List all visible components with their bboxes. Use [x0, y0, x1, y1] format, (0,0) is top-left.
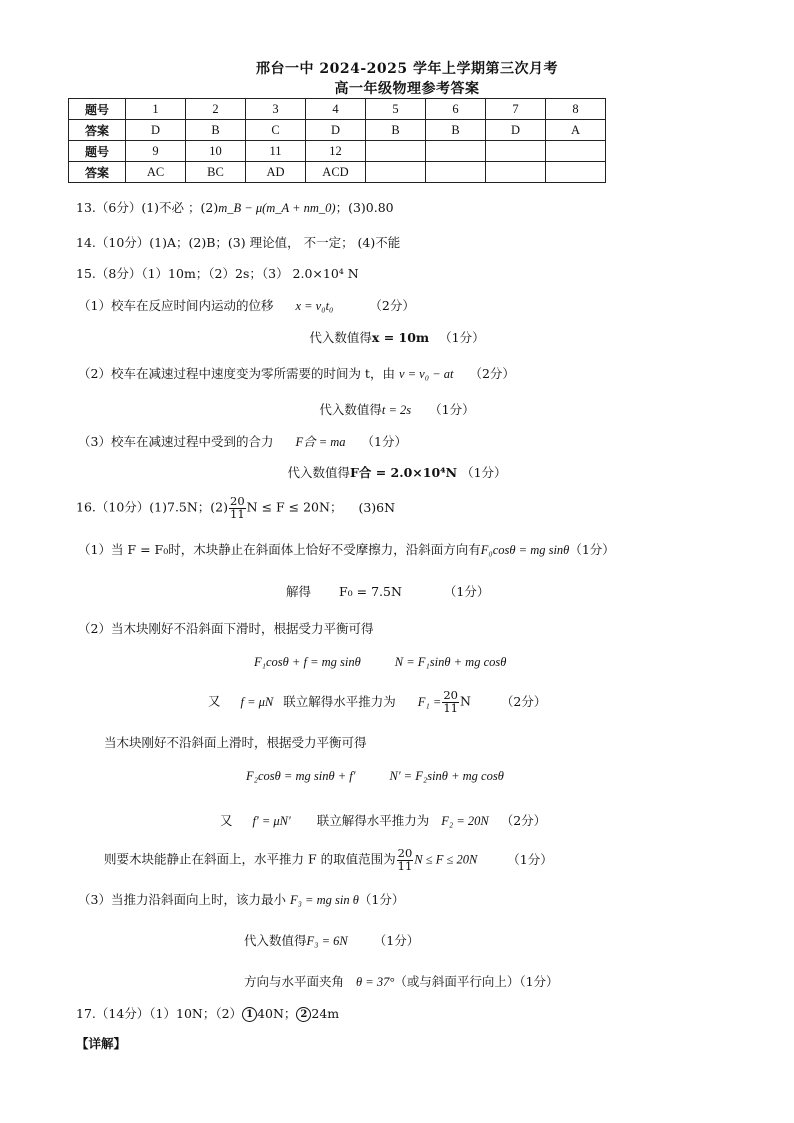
score: （2分） — [500, 693, 547, 709]
step-text: 解得 — [286, 584, 312, 599]
table-cell — [426, 162, 486, 183]
table-cell: D — [306, 120, 366, 141]
table-cell: A — [546, 120, 606, 141]
step-text: （2）校车在减速过程中速度变为零所需要的时间为 t，由 — [78, 366, 395, 381]
table-row — [69, 141, 606, 162]
score: （1分） — [361, 434, 407, 449]
formula: F₁cosθ + f = mg sinθ — [254, 655, 361, 669]
table-cell: D — [126, 120, 186, 141]
table-cell — [366, 141, 426, 162]
score: （1分） — [461, 465, 507, 480]
formula: v = v₀ − at — [398, 367, 454, 381]
table-cell — [366, 162, 426, 183]
table-cell: AC — [126, 162, 186, 183]
table-cell — [546, 162, 606, 183]
q16-step3 — [78, 890, 404, 908]
formula: F₃ = 6N — [306, 934, 348, 948]
q13-head: 13.（6分）(1)不必 ；(2) — [76, 200, 219, 215]
q16-step2: （2）当木块刚好不沿斜面下滑时，根据受力平衡可得 — [78, 621, 374, 636]
table-cell: 4 — [306, 99, 366, 120]
table-cell: B — [426, 120, 486, 141]
table-cell: D — [486, 120, 546, 141]
unit: N — [459, 693, 471, 709]
q16-range: N ≤ F ≤ 20N； — [246, 499, 343, 515]
q16-step3-result — [244, 931, 419, 949]
table-cell: 1 — [126, 99, 186, 120]
formula: F₂ = 20N — [441, 814, 489, 828]
q16-head: 16.（10分）(1)7.5N；(2) — [76, 499, 229, 515]
table-header-cell: 题号 — [69, 99, 126, 120]
table-cell: AD — [246, 162, 306, 183]
formula: t = 2s — [381, 403, 412, 417]
table-cell: B — [366, 120, 426, 141]
score: （1分） — [439, 330, 485, 345]
table-cell — [486, 141, 546, 162]
score: （1分） — [358, 892, 405, 907]
q15-step1-result — [0, 328, 794, 346]
step-text: （或与斜面平行向上）（1分） — [394, 974, 559, 989]
fraction: $\frac{20}{11}$ — [397, 846, 413, 873]
q13-tail: ；(3)0.80 — [335, 200, 394, 215]
formula: F₃ = mg sin θ — [289, 893, 359, 907]
table-cell: 8 — [546, 99, 606, 120]
table-cell: B — [186, 120, 246, 141]
score: （2分） — [500, 813, 547, 828]
fraction: $\frac{20}{11}$ — [230, 494, 245, 521]
table-cell: BC — [186, 162, 246, 183]
formula: F₀ = 7.5N — [339, 584, 402, 599]
circled-number: 2 — [296, 1007, 311, 1022]
q13-expression: m_B − μ(m_A + nm_0) — [218, 201, 336, 215]
formula: N′ = F₂sinθ + mg cosθ — [389, 769, 504, 783]
step-text: 代入数值得 — [319, 402, 382, 417]
table-cell: 5 — [366, 99, 426, 120]
fraction: $\frac{20}{11}$ — [443, 688, 458, 715]
q17-value: 40N； — [257, 1006, 297, 1021]
step-text: （3）校车在减速过程中受到的合力 — [78, 434, 274, 449]
q15-step1 — [78, 296, 415, 314]
q16-step2b-solve — [220, 811, 546, 829]
table-cell: 10 — [186, 141, 246, 162]
table-cell: 12 — [306, 141, 366, 162]
table-cell: 6 — [426, 99, 486, 120]
score: （2分） — [369, 298, 415, 313]
score: （1分） — [429, 402, 475, 417]
table-cell: 2 — [186, 99, 246, 120]
step-text: （1）当 F = F₀时，木块静止在斜面体上恰好不受摩擦力，沿斜面方向有 — [78, 542, 481, 557]
q17-head: 17.（14分）（1）10N；（2） — [76, 1006, 243, 1021]
formula: N ≤ F ≤ 20N — [414, 852, 478, 867]
q16-step2-solve — [208, 690, 546, 714]
table-header-cell: 答案 — [69, 120, 126, 141]
q15-answer: 15.（8分）（1）10m；（2）2s；（3） 2.0×10⁴ N — [76, 266, 359, 281]
q17-value: 24m — [311, 1006, 340, 1021]
table-row — [69, 120, 606, 141]
circled-number: 1 — [242, 1007, 257, 1022]
step-text: 代入数值得 — [309, 330, 372, 345]
step-text: 又 — [220, 813, 233, 828]
step-text: 联立解得水平推力为 — [316, 813, 430, 828]
q15-step3-result — [0, 463, 794, 481]
formula: F合 = 2.0×10⁴N — [350, 465, 458, 480]
score: （1分） — [569, 542, 615, 557]
table-header-cell: 答案 — [69, 162, 126, 183]
step-text: 方向与水平面夹角 — [244, 974, 345, 989]
q13-answer — [76, 198, 394, 216]
q17-answer — [76, 1004, 339, 1022]
q16-answer — [76, 496, 395, 520]
table-cell — [486, 162, 546, 183]
score: （1分） — [373, 933, 420, 948]
formula: f′ = μN′ — [252, 814, 291, 828]
answer-table — [68, 98, 606, 183]
table-cell: 3 — [246, 99, 306, 120]
q16-step2-range — [104, 848, 553, 872]
score: （2分） — [469, 366, 515, 381]
exam-subtitle: 高一年级物理参考答案 — [334, 81, 480, 97]
formula: F合 = ma — [295, 435, 346, 449]
q14-answer: 14.（10分）(1)A；(2)B；(3) 理论值， 不一定； (4)不能 — [76, 235, 401, 250]
formula: N = F₁sinθ + mg cosθ — [394, 655, 507, 669]
table-cell: 7 — [486, 99, 546, 120]
detail-heading: 【详解】 — [76, 1036, 127, 1051]
table-cell: 11 — [246, 141, 306, 162]
formula: x = 10m — [371, 330, 430, 345]
formula: F₁ = — [417, 694, 442, 709]
step-text: （3）当推力沿斜面向上时，该力最小 — [78, 892, 286, 907]
table-cell: ACD — [306, 162, 366, 183]
table-cell: C — [246, 120, 306, 141]
q16-tail: (3)6N — [358, 499, 396, 515]
q16-step2b: 当木块刚好不沿斜面上滑时，根据受力平衡可得 — [104, 735, 367, 750]
step-text: 代入数值得 — [287, 465, 350, 480]
q16-step2b-equations — [246, 768, 504, 784]
score: （1分） — [443, 584, 490, 599]
formula: θ = 37° — [356, 975, 395, 989]
table-cell — [426, 141, 486, 162]
table-cell — [546, 141, 606, 162]
table-row — [69, 162, 606, 183]
q16-step3-direction — [244, 972, 559, 990]
table-row — [69, 99, 606, 120]
score: （1分） — [507, 851, 553, 867]
q15-step3 — [78, 432, 407, 450]
step-text: 代入数值得 — [244, 933, 307, 948]
step-text: 又 — [208, 693, 221, 709]
q16-step2-equations — [254, 654, 506, 670]
q16-step1 — [78, 540, 615, 558]
formula: f = μN — [240, 694, 274, 709]
formula: F₀cosθ = mg sinθ — [480, 543, 570, 557]
q16-step1-result — [286, 582, 489, 600]
q15-step2 — [78, 364, 515, 382]
step-text: 联立解得水平推力为 — [283, 693, 396, 709]
table-cell: 9 — [126, 141, 186, 162]
q15-step2-result — [0, 400, 794, 418]
step-text: （1）校车在反应时间内运动的位移 — [78, 298, 274, 313]
table-header-cell: 题号 — [69, 141, 126, 162]
formula: F₂cosθ = mg sinθ + f′ — [246, 769, 356, 783]
step-text: 则要木块能静止在斜面上，水平推力 F 的取值范围为 — [104, 851, 396, 867]
formula: x = v₀t₀ — [295, 299, 334, 313]
exam-title: 邢台一中 2024-2025 学年上学期第三次月考 — [256, 61, 558, 77]
